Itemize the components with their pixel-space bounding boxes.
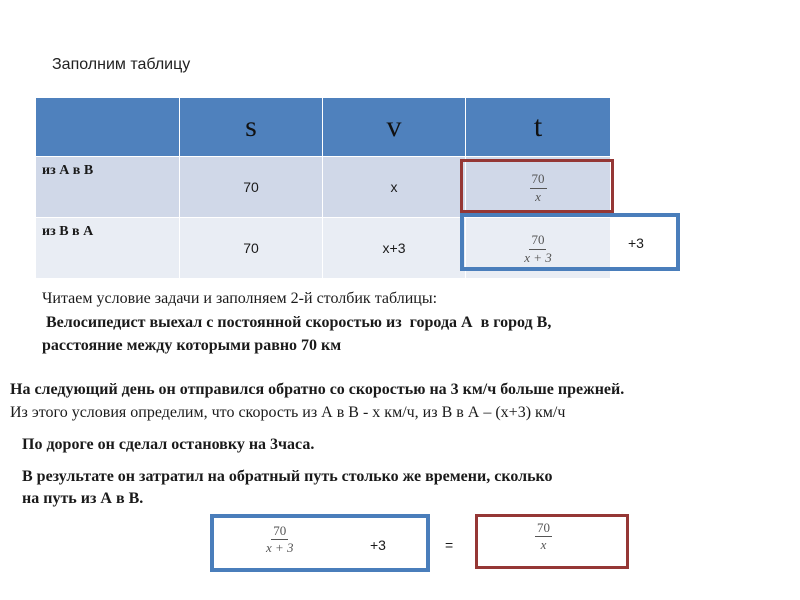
text-line-7: В результате он затратил на обратный путь столько же времени, сколько xyxy=(22,468,553,485)
cell-v-a-to-b: x xyxy=(323,157,466,218)
fraction-numerator: 70 xyxy=(529,233,546,249)
text-line-2: Велосипедист выехал с постоянной скоростью из города А в город В, xyxy=(42,314,552,331)
equation-equals-sign: = xyxy=(445,537,454,553)
equation-right-box xyxy=(475,514,629,569)
row-label-b-to-a: из В в А xyxy=(36,218,180,279)
fraction-numerator: 70 xyxy=(530,172,547,188)
fraction-denominator: x xyxy=(540,537,547,553)
equation-right-fraction xyxy=(535,521,552,553)
text-line-4: На следующий день он отправился обратно со скоростью на 3 км/ч больше прежней. xyxy=(10,381,625,398)
text-line-6: По дороге он сделал остановку на 3часа. xyxy=(22,436,315,453)
row-label-a-to-b: из А в В xyxy=(36,157,180,218)
fraction-denominator: x + 3 xyxy=(524,249,552,265)
text-line-5: Из этого условия определим, что скорость из А в В - х км/ч, из В в А – (х+3) км/ч xyxy=(10,404,566,421)
cell-s-a-to-b: 70 xyxy=(180,157,323,218)
text-line-3: расстояние между которыми равно 70 км xyxy=(42,337,342,354)
header-t: t xyxy=(466,98,611,157)
fraction-numerator: 70 xyxy=(535,521,552,537)
header-empty xyxy=(36,98,180,157)
header-s: s xyxy=(180,98,323,157)
highlight-box-blue xyxy=(460,213,680,271)
text-line-8: на путь из А в В. xyxy=(22,490,144,507)
highlight-box-red xyxy=(460,159,614,213)
fraction-denominator: x xyxy=(535,188,541,204)
equation-left-fraction xyxy=(266,524,294,556)
equation-plus-three: +3 xyxy=(370,537,386,553)
cell-v-b-to-a: x+3 xyxy=(323,218,466,279)
equation-left-box xyxy=(210,514,430,572)
cell-s-b-to-a: 70 xyxy=(180,218,323,279)
page-title: Заполним таблицу xyxy=(52,56,191,73)
text-line-1: Читаем условие задачи и заполняем 2-й столбик таблицы: xyxy=(42,290,438,307)
fraction-denominator: x + 3 xyxy=(266,540,294,556)
extra-time-label: +3 xyxy=(628,235,644,251)
equation-right-fraction-wrap xyxy=(535,519,552,553)
header-v: v xyxy=(323,98,466,157)
equation-left-fraction-wrap xyxy=(266,522,294,556)
fraction-numerator: 70 xyxy=(271,524,288,540)
